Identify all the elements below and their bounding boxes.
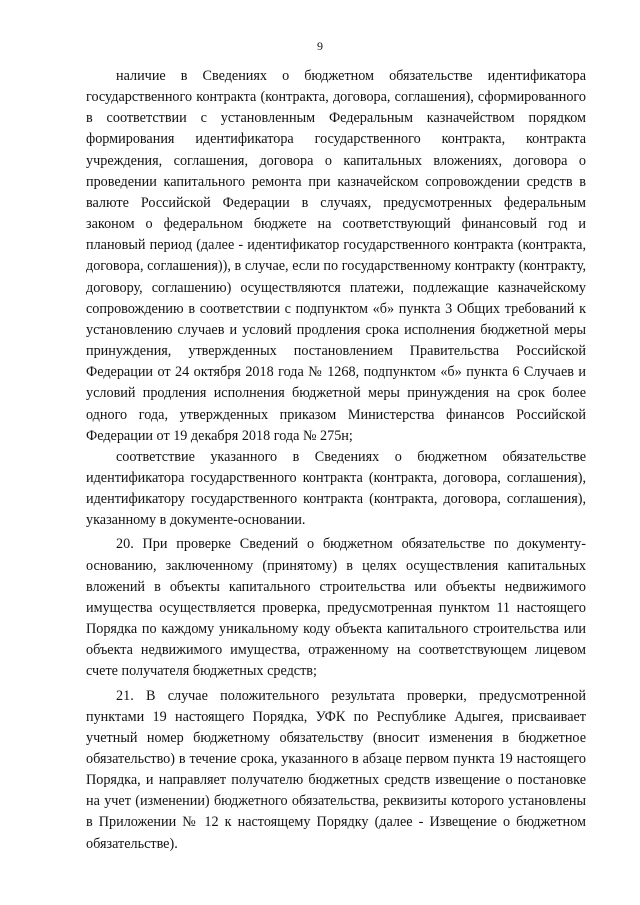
- paragraph-identifier-match: соответствие указанного в Сведениях о бюджетном обязательстве идентификатора государственного контракта (контракта, договора, соглашения), идентификатору государственного контракта (контракта, договора, соглашения), указанному в документе-основании.: [86, 448, 586, 529]
- paragraph-item-21: 21. В случае положительного результата проверки, предусмотренной пунктами 19 настоящего Порядка, УФК по Республике Адыгея, присваивает учетный номер бюджетному обязательству (вносит изменения в бюджетное обязательство) в течение срока, указанного в абзаце первом пункта 19 настоящего Порядка, и направляет получателю бюджетных средств извещение о постановке на учет (изменении) бюджетного обязательства, реквизиты которого установлены в Приложении № 12 к настоящему Порядку (далее - Извещение о бюджетном обязательстве).: [86, 687, 586, 852]
- page-number: 9: [317, 39, 323, 53]
- document-body: [86, 66, 586, 855]
- paragraph-identifier-requirement: наличие в Сведениях о бюджетном обязательстве идентификатора государственного контракта (контракта, договора, соглашения), сформированного в соответствии с установленным Федеральным казначейством порядком формирования идентификатора государственного контракта, контракта учреждения, соглашения, договора о капитальных вложениях, договора о проведении капитального ремонта при казначейском сопровождении средств в валюте Российской Федерации в случаях, предусмотренных федеральным законом о федеральном бюджете на соответствующий финансовый год и плановый период (далее - идентификатор государственного контракта (контракта, договора, соглашения)), в случае, если по государственному контракту (контракту, договору, соглашению) осуществляются платежи, подлежащие казначейскому сопровождению в соответствии с подпунктом «б» пункта 3 Общих требований к установлению случаев и условий продления срока исполнения бюджетной меры принуждения, утвержденных постановлением Правительства Российской Федерации от 24 октября 2018 года № 1268, подпунктом «б» пункта 6 Случаев и условий продления исполнения бюджетной меры принуждения на срок более одного года, утвержденных приказом Министерства финансов Российской Федерации от 19 декабря 2018 года № 275н;: [86, 68, 586, 444]
- paragraph-item-20: 20. При проверке Сведений о бюджетном обязательстве по документу-основанию, заключенному (принятому) в целях осуществления капитальных вложений в объекты капитального строительства или объекты недвижимого имущества осуществляется проверка, предусмотренная пунктом 11 настоящего Порядка по каждому уникальному коду объекта капитального строительства или объекта недвижимого имущества, отраженному на соответствующем лицевом счете получателя бюджетных средств;: [86, 536, 586, 680]
